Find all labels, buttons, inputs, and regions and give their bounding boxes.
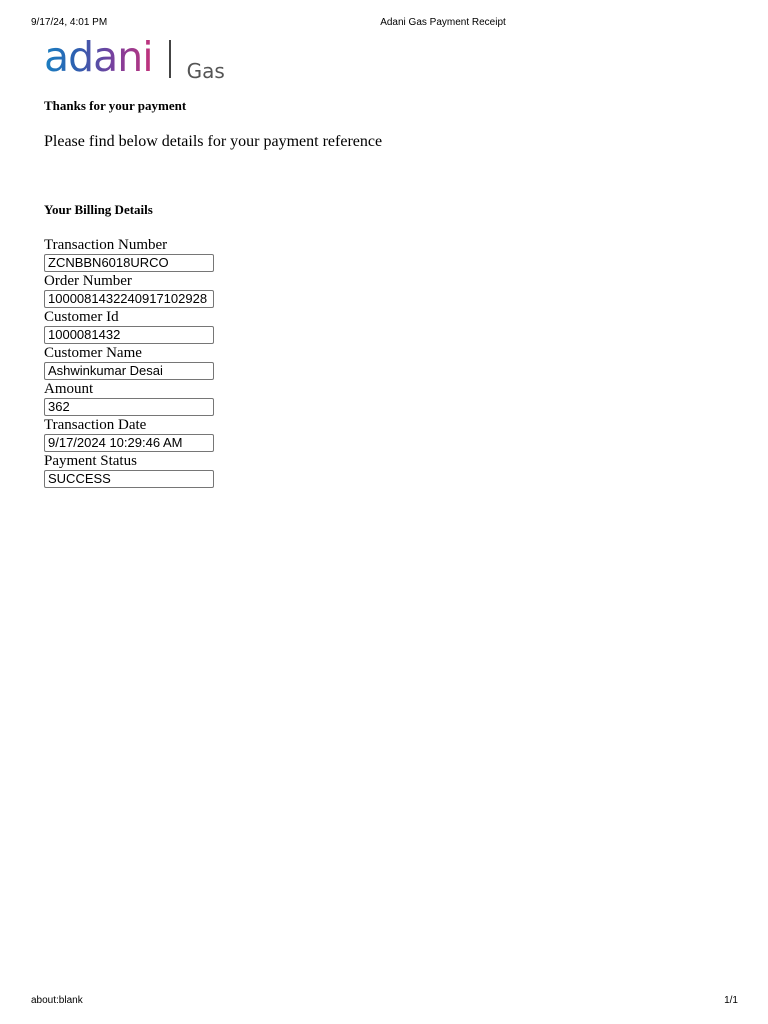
- field-payment-status: [44, 452, 214, 488]
- field-value-box[interactable]: Ashwinkumar Desai: [44, 362, 214, 380]
- field-value-box[interactable]: 9/17/2024 10:29:46 AM: [44, 434, 214, 452]
- field-label: Customer Id: [44, 309, 119, 325]
- field-value-box[interactable]: 362: [44, 398, 214, 416]
- field-value-box[interactable]: SUCCESS: [44, 470, 214, 488]
- thanks-heading: Thanks for your payment: [44, 98, 187, 113]
- print-datetime: 9/17/24, 4:01 PM: [31, 17, 108, 28]
- print-title: Adani Gas Payment Receipt: [380, 17, 506, 28]
- logo-divider: [169, 40, 171, 78]
- adani-gas-logo: [44, 33, 225, 86]
- field-value-box[interactable]: 1000081432: [44, 326, 214, 344]
- field-label: Order Number: [44, 273, 132, 289]
- print-url: about:blank: [31, 995, 83, 1006]
- print-page-number: 1/1: [724, 995, 738, 1006]
- field-value-box[interactable]: 1000081432240917102928: [44, 290, 214, 308]
- field-value-box[interactable]: ZCNBBN6018URCO: [44, 254, 214, 272]
- field-label: Customer Name: [44, 345, 142, 361]
- field-customer-id: [44, 308, 214, 344]
- field-label: Transaction Number: [44, 237, 168, 253]
- logo-suffix: Gas: [186, 59, 225, 83]
- billing-details-heading: Your Billing Details: [44, 202, 153, 217]
- logo-wordmark: adani: [44, 33, 153, 81]
- billing-fields: [44, 236, 214, 488]
- field-label: Payment Status: [44, 453, 137, 469]
- field-amount: [44, 380, 214, 416]
- intro-text: Please find below details for your payment reference: [44, 133, 383, 150]
- field-order-number: [44, 272, 214, 308]
- field-transaction-date: [44, 416, 214, 452]
- field-label: Amount: [44, 381, 94, 397]
- field-transaction-number: [44, 236, 214, 272]
- field-customer-name: [44, 344, 214, 380]
- field-label: Transaction Date: [44, 417, 147, 433]
